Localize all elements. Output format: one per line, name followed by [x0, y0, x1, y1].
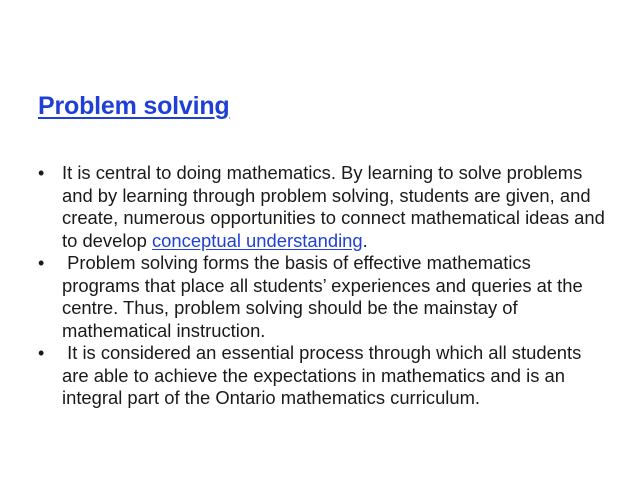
slide-title: Problem solving	[38, 92, 230, 120]
bullet-item-3	[38, 342, 608, 410]
bullet-item-2	[38, 252, 608, 342]
bullet-1-text-before: It is central to doing mathematics. By learning to solve problems and by learning through problem solving, students are given, and create, numerous opportunities to connect mathematical ideas and to develop	[62, 162, 605, 251]
bullet-1-text-after: .	[362, 229, 368, 251]
bullet-marker: •	[38, 163, 45, 183]
bullet-list	[38, 162, 608, 410]
bullet-item-1	[38, 162, 608, 252]
bullet-2-text: Problem solving forms the basis of effective mathematics programs that place all students’ experiences and queries at the centre. Thus, problem solving should be the mainstay of mathematical instruction.	[62, 252, 588, 341]
bullet-marker: •	[38, 253, 45, 273]
bullet-3-text: It is considered an essential process through which all students are able to achieve the expectations in mathematics and is an integral part of the Ontario mathematics curriculum.	[62, 342, 587, 408]
bullet-marker: •	[38, 343, 45, 363]
conceptual-understanding-link[interactable]: conceptual understanding	[151, 229, 363, 251]
